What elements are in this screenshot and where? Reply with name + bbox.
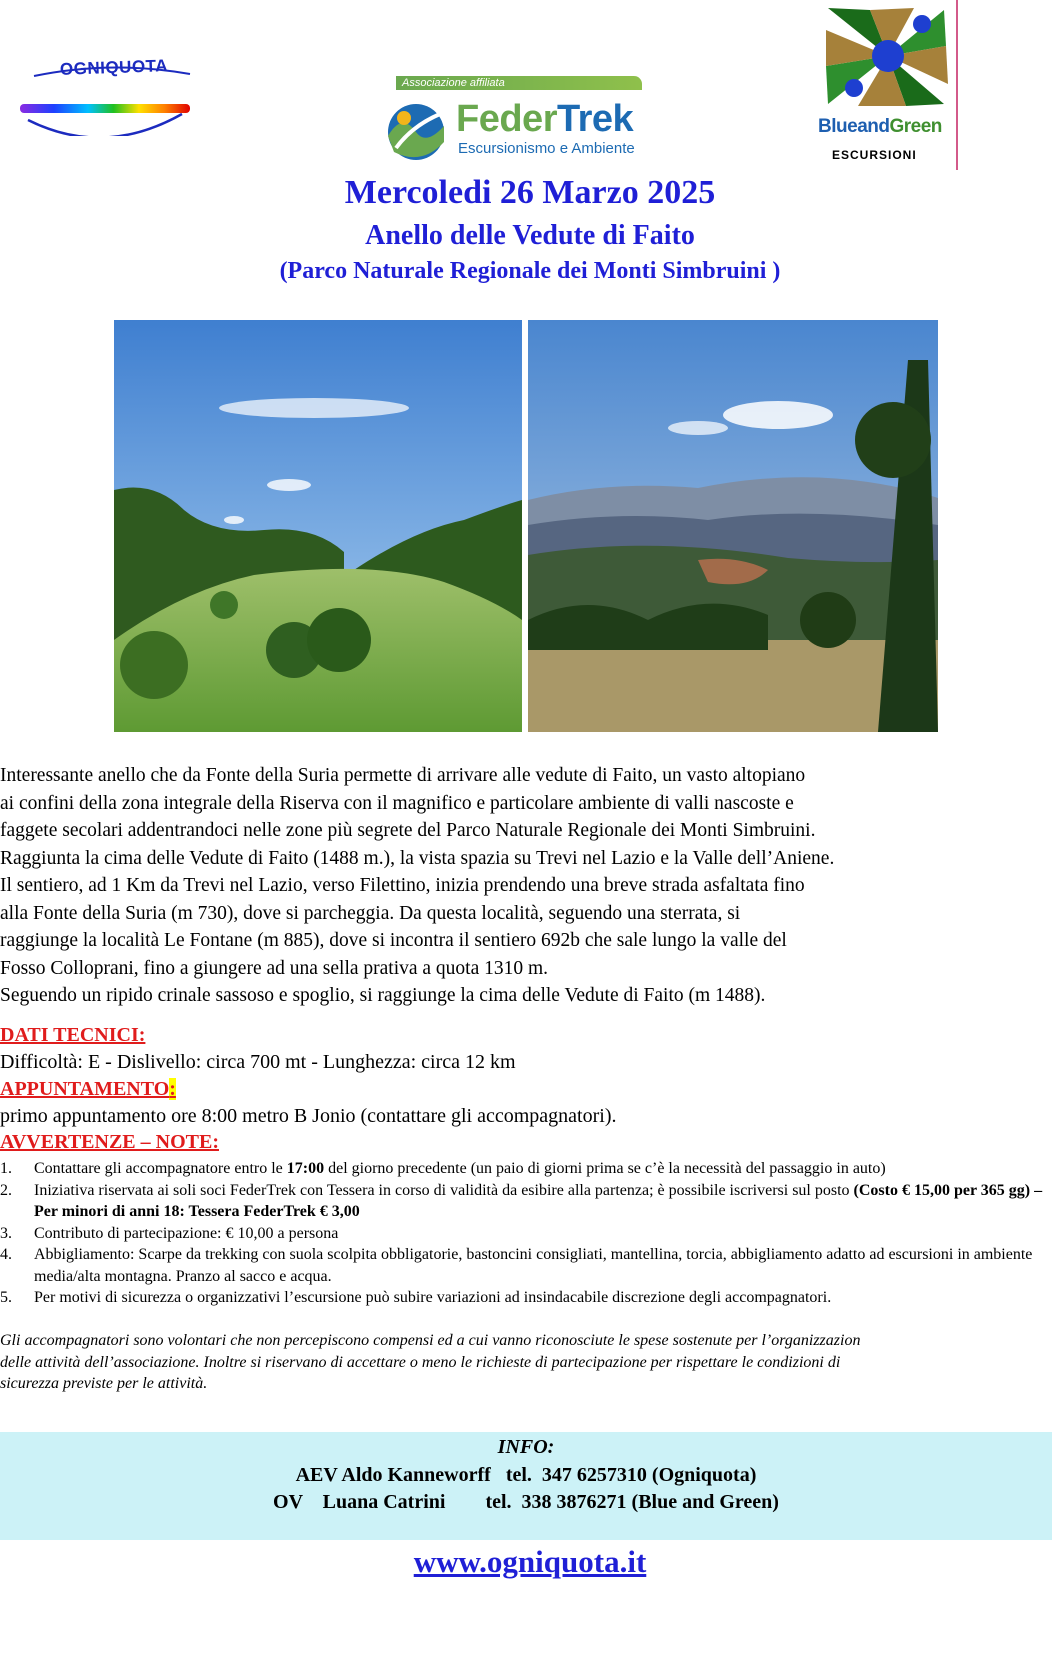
blueandgreen-logo [818, 0, 958, 170]
note-text: Contattare gli accompagnatore entro le [34, 1160, 287, 1177]
description-line: Fosso Colloprani, fino a giungere ad una sella prativa a quota 1310 m. [0, 957, 549, 979]
note-bold: 17:00 [286, 1160, 325, 1177]
federtrek-name-a: Feder [456, 98, 557, 140]
note-item [0, 1223, 1060, 1245]
disclaimer [0, 1330, 1060, 1395]
note-number: 3. [0, 1224, 12, 1242]
note-item [0, 1244, 1060, 1287]
ogniquota-logo-text: OGNIQUOTA [59, 56, 169, 79]
note-text: Iniziativa riservata ai soli soci FederTrek con Tessera in corso di validità da esibire alla partenza; è possibile iscriversi sul posto [34, 1181, 854, 1199]
note-item [0, 1180, 1060, 1223]
blueandgreen-divider [956, 0, 958, 170]
website [0, 1544, 1060, 1580]
note-text: del giorno precedente (un paio di giorni prima se c’è la necessità del passaggio in auto) [324, 1160, 886, 1177]
info-contact-2: OV Luana Catrini tel. 338 3876271 (Blue and Green) [273, 1491, 779, 1513]
event-title: Anello delle Vedute di Faito [365, 220, 695, 251]
meeting-heading [0, 1078, 1000, 1101]
description-line: ai confini della zona integrale della Riserva con il magnifico e particolare ambiente di valli nascoste e [0, 792, 794, 814]
note-item [0, 1287, 1060, 1309]
note-number: 5. [0, 1289, 12, 1306]
notes-heading [0, 1131, 1000, 1154]
meeting-heading-text: APPUNTAMENTO [0, 1078, 170, 1100]
federtrek-mountain-icon [382, 96, 452, 166]
event-subtitle: (Parco Naturale Regionale dei Monti Simbruini ) [279, 258, 781, 284]
description-line: Interessante anello che da Fonte della Suria permette di arrivare alle vedute di Faito, un vasto altopiano [0, 765, 806, 786]
disclaimer-line: Gli accompagnatori sono volontari che non percepiscono compensi ed a cui vanno riconosciute le spese sostenute per l’organizzazion [0, 1332, 861, 1349]
description-line: Raggiunta la cima delle Vedute di Faito (1488 m.), la vista spazia su Trevi nel Lazio e la Valle dell’Aniene. [0, 847, 835, 869]
note-number: 4. [0, 1246, 12, 1263]
blueandgreen-green: Green [889, 116, 942, 137]
blueandgreen-subtitle: ESCURSIONI [832, 148, 917, 162]
event-date: Mercoledi 26 Marzo 2025 [344, 174, 716, 211]
federtrek-name-b: Trek [556, 98, 634, 140]
meeting-heading-colon: : [169, 1078, 176, 1100]
note-item [0, 1158, 1060, 1180]
blueandgreen-blue: Blue [818, 116, 858, 137]
ogniquota-logo [14, 58, 194, 136]
federtrek-name [456, 98, 633, 141]
technical-heading-text: DATI TECNICI: [0, 1024, 146, 1046]
disclaimer-line: delle attività dell’associazione. Inoltre si riservano di accettare o meno le richieste di partecipazione per rispettare le condizioni di [0, 1353, 841, 1371]
note-text: Abbigliamento: Scarpe da trekking con suola scolpita obbligatorie, bastoncini consigliati, mantellina, torcia, abbigliamento adatto ad escursioni in ambiente media/alta montagna. Pranzo al sacco e acqua. [34, 1246, 1033, 1285]
note-text: Per motivi di sicurezza o organizzativi l’escursione può subire variazioni ad insindacabile discrezione degli accompagnatori. [34, 1289, 832, 1306]
description-line: alla Fonte della Suria (m 730), dove si parcheggia. Da questa località, seguendo una sterrata, si [0, 902, 741, 924]
note-text: Contributo di partecipazione: € 10,00 a persona [34, 1224, 339, 1242]
technical-details: Difficoltà: E - Dislivello: circa 700 mt - Lunghezza: circa 12 km [0, 1051, 516, 1073]
description [0, 762, 1060, 1010]
blueandgreen-and: and [857, 116, 890, 137]
technical-heading [0, 1024, 1000, 1047]
description-line: raggiunge la località Le Fontane (m 885), dove si incontra il sentiero 692b che sale lungo la valle del [0, 930, 787, 951]
notes-heading-text: AVVERTENZE – NOTE: [0, 1131, 219, 1153]
blueandgreen-pinwheel-icon [818, 0, 958, 115]
description-line: faggete secolari addentrandoci nelle zone più segrete del Parco Naturale Regionale dei Monti Simbruini. [0, 820, 816, 841]
description-line: Il sentiero, ad 1 Km da Trevi nel Lazio, verso Filettino, inizia prendendo una breve strada asfaltata fino [0, 875, 805, 896]
meeting-details: primo appuntamento ore 8:00 metro B Jonio (contattare gli accompagnatori). [0, 1105, 617, 1127]
note-bold: (Costo € 15,00 per 365 gg) – Per minori di anni 18: Tessera FederTrek € 3,00 [34, 1181, 1043, 1220]
blueandgreen-name [818, 116, 958, 138]
note-number: 2. [0, 1181, 12, 1199]
website-link[interactable]: www.ogniquota.it [413, 1544, 647, 1579]
photo-meadow [114, 320, 522, 732]
photo-valley-view [528, 320, 938, 732]
federtrek-affiliation: Associazione affiliata [396, 76, 642, 90]
description-line: Seguendo un ripido crinale sassoso e spoglio, si raggiunge la cima delle Vedute di Faito (m 1488). [0, 985, 766, 1006]
disclaimer-line: sicurezza previste per le attività. [0, 1375, 208, 1392]
notes-list [0, 1158, 1060, 1309]
note-number: 1. [0, 1160, 12, 1177]
federtrek-logo [382, 76, 652, 172]
federtrek-subtitle: Escursionismo e Ambiente [458, 140, 635, 157]
info-heading: INFO: [497, 1436, 555, 1458]
info-contact-1: AEV Aldo Kanneworff tel. 347 6257310 (Ogniquota) [295, 1464, 757, 1486]
info-box [0, 1432, 1052, 1540]
